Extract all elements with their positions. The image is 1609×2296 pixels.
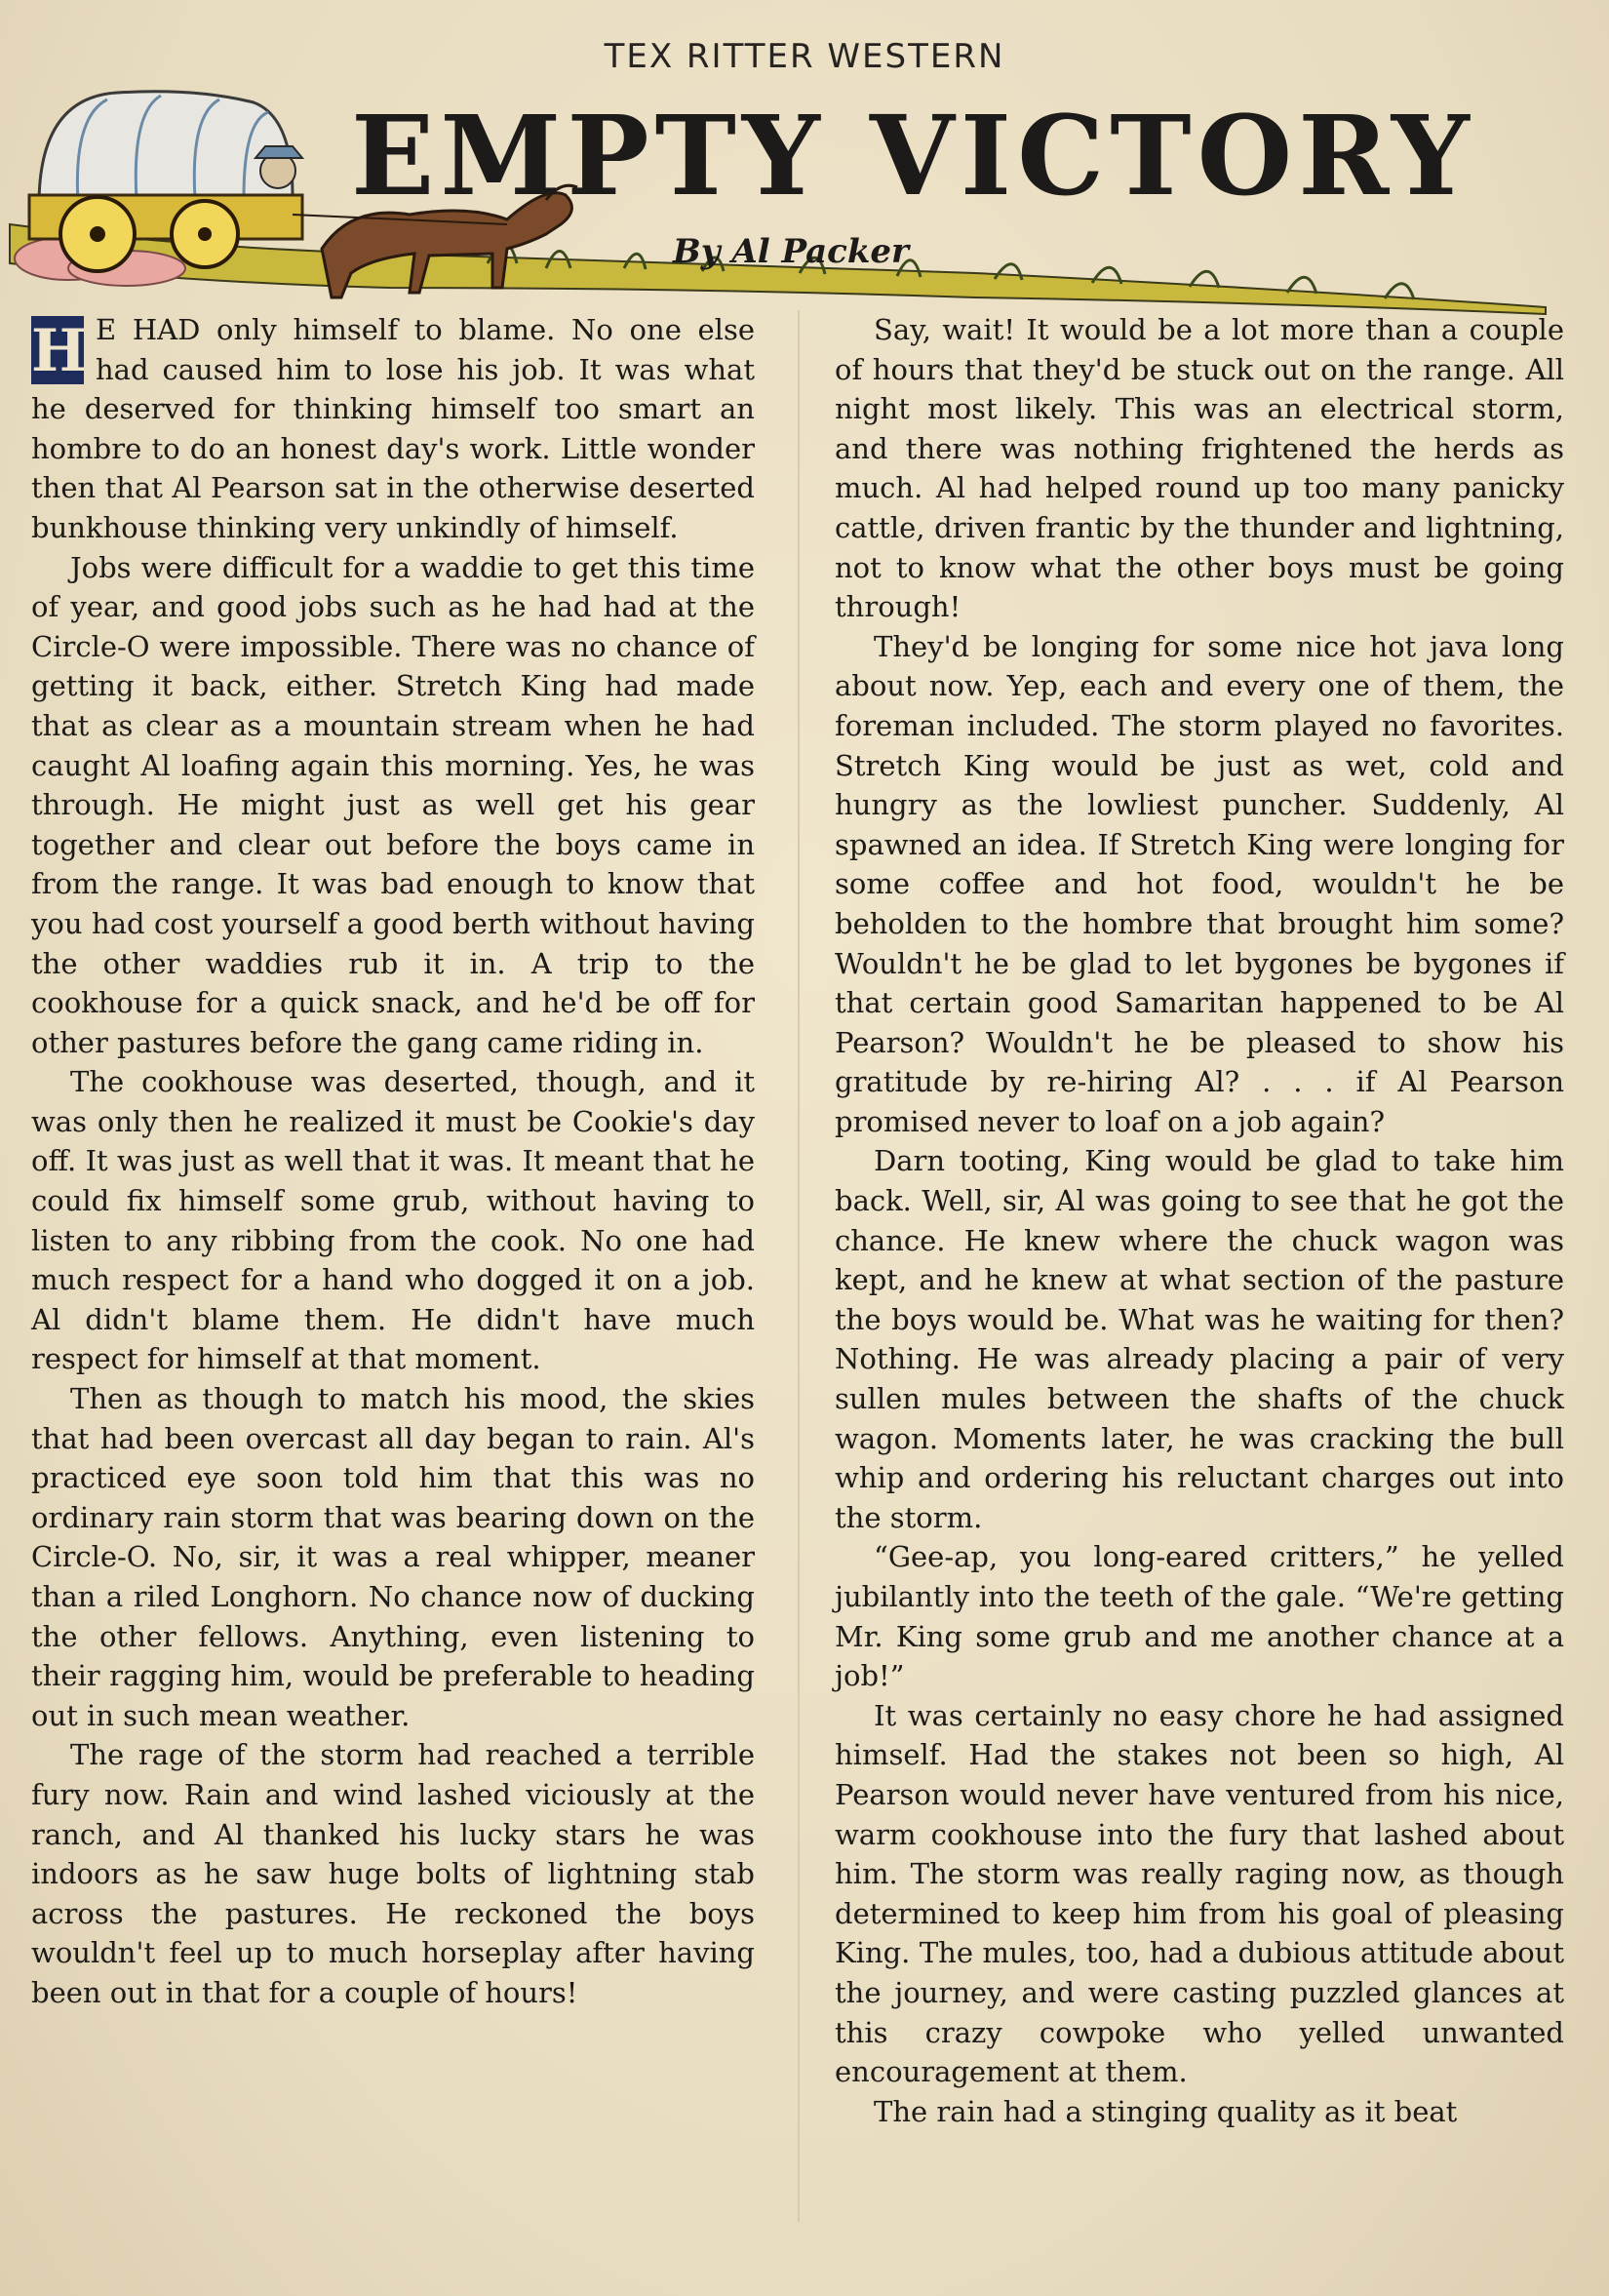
paragraph: Darn tooting, King would be glad to take him back. Well, sir, Al was going to see that he got the chance. He knew where the chuck wagon was kept, and he knew at what section of the pasture the boys would be. What was he waiting for then? Nothing. He was already placing a pair of very sullen mules between the shafts of the chuck wagon. Moments later, he was cracking the bull whip and ordering his reluctant charges out into the storm. — [835, 1144, 1564, 1534]
paragraph: “Gee-ap, you long-eared critters,” he yelled jubilantly into the teeth of the gale. “We're getting Mr. King some grub and me another chance at a job!” — [835, 1540, 1564, 1693]
story-right-column — [835, 310, 1564, 2131]
paragraph: It was certainly no easy chore he had assigned himself. Had the stakes not been so high, Al Pearson would never have ventured from his nice, warm cookhouse into the fury that lashed about him. The storm was really raging now, as though determined to keep him from his goal of pleasing King. The mules, too, had a dubious attitude about the journey, and were casting puzzled glances at this crazy cowpoke who yelled unwanted encouragement at them. — [835, 1698, 1564, 2089]
story-left-column — [31, 310, 755, 2013]
story-byline: By Al Packer — [673, 232, 909, 271]
paragraph: The rage of the storm had reached a terrible fury now. Rain and wind lashed viciously at the ranch, and Al thanked his lucky stars he was indoors as he saw huge bolts of lightning stab across the pastures. He reckoned the boys wouldn't feel up to much horseplay after having been out in that for a couple of hours! — [31, 1738, 755, 2009]
paragraph: Then as though to match his mood, the skies that had been overcast all day began to rain. Al's practiced eye soon told him that this was no ordinary rain storm that was bearing down on the Circle-O. No, sir, it was a real whipper, meaner than a riled Longhorn. No chance now of ducking the other fellows. Anything, even listening to their ragging him, would be preferable to heading out in such mean weather. — [31, 1382, 755, 1732]
paragraph: The rain had a stinging quality as it beat — [874, 2094, 1458, 2128]
paragraph: They'd be longing for some nice hot java long about now. Yep, each and every one of them, the foreman included. The storm played no favorites. Stretch King would be just as wet, cold and hungry as the lowliest puncher. Suddenly, Al spawned an idea. If Stretch King were longing for some coffee and hot food, wouldn't he be beholden to the hombre that brought him some? Wouldn't he be glad to let bygones be bygones if that certain good Samaritan happened to be Al Pearson? Wouldn't he be pleased to show his gratitude by re-hiring Al? . . . if Al Pearson promised never to loaf on a job again? — [835, 629, 1564, 1138]
paragraph: The cookhouse was deserted, though, and it was only then he realized it must be Cookie's day off. It was just as well that it was. It meant that he could fix himself some grub, without having to listen to any ribbing from the cook. No one had much respect for a hand who dogged it on a job. Al didn't blame them. He didn't have much respect for himself at that moment. — [31, 1065, 755, 1376]
paragraph: Say, wait! It would be a lot more than a couple of hours that they'd be stuck out on the range. All night most likely. This was an electrical storm, and there was nothing frightened the herds as much. Al had helped round up too many panicky cattle, driven frantic by the thunder and lightning, not to know what the other boys must be going through! — [835, 313, 1564, 624]
paragraph — [31, 310, 755, 548]
paragraph: Jobs were difficult for a waddie to get this time of year, and good jobs such as he had had at the Circle-O were impossible. There was no chance of getting it back, either. Stretch King had made that as clear as a mountain stream when he had caught Al loafing again this morning. Yes, he was through. He might just as well get his gear together and clear out before the boys came in from the range. It was bad enough to know that you had cost yourself a good berth without having the other waddies rub it in. A trip to the cookhouse for a quick snack, and he'd be off for other pastures before the gang came riding in. — [31, 550, 755, 1059]
story-title: EMPTY VICTORY — [351, 93, 1475, 220]
drop-cap: H — [31, 317, 87, 385]
paragraph-text: E HAD only himself to blame. No one else had caused him to lose his job. It was what he deserved for thinking himself too smart an hombre to do an honest day's work. Little wonder then that Al Pearson sat in the otherwise deserted bunkhouse thinking very unkindly of himself. — [31, 313, 755, 544]
running-head: TEX RITTER WESTERN — [604, 37, 1005, 76]
column-divider — [798, 310, 800, 2222]
